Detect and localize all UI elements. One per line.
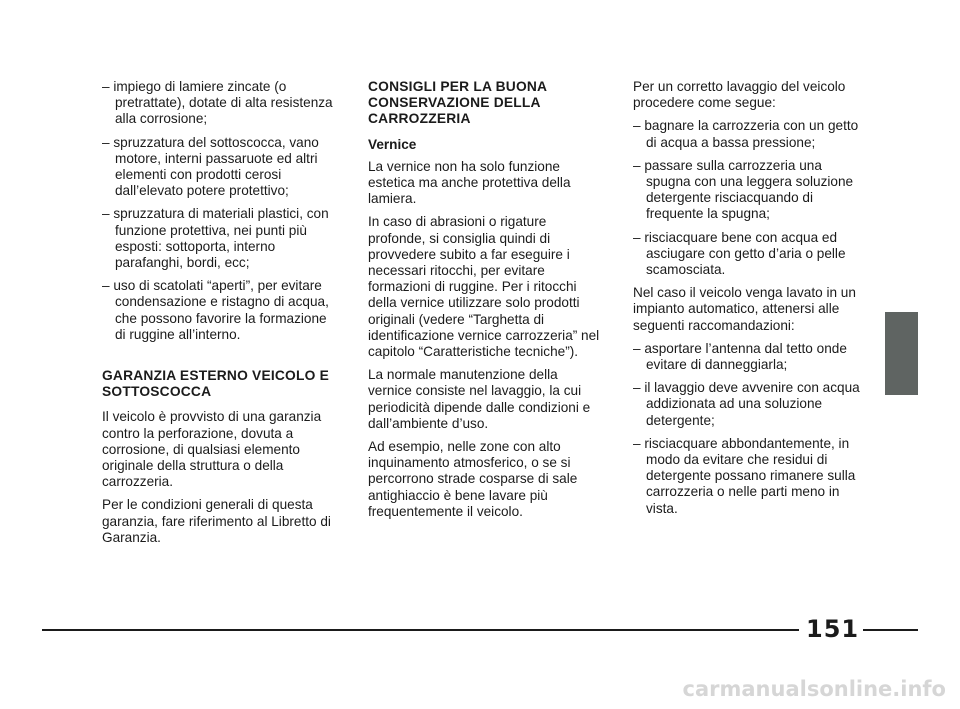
footer-rule bbox=[863, 629, 918, 631]
list-item: – passare sulla carrozzeria una spugna con una leggera soluzione detergente risciacquando di frequente la spugna; bbox=[633, 157, 854, 222]
chapter-tab-marker bbox=[885, 312, 918, 395]
paragraph: Ad esempio, nelle zone con alto inquinamento atmosferico, o se si percorrono strade cosparse di sale antighiaccio è bene lavare più frequentemente il veicolo. bbox=[368, 439, 578, 519]
left-column bbox=[102, 79, 334, 553]
paragraph-automatic: Nel caso il veicolo venga lavato in un impianto automatico, attenersi alle seguenti raccomandazioni: bbox=[633, 285, 856, 333]
subheading-vernice: Vernice bbox=[368, 136, 417, 152]
list-item: – bagnare la carrozzeria con un getto di acqua a bassa pressione; bbox=[633, 118, 859, 150]
paragraph: La normale manutenzione della vernice consiste nel lavaggio, la cui periodicità dipende dalle condizioni e dall’ambiente d’uso. bbox=[368, 367, 591, 431]
section-heading-consigli: CONSIGLI PER LA BUONA CONSERVAZIONE DELLA CARROZZERIA bbox=[368, 79, 547, 127]
right-column bbox=[633, 79, 869, 524]
list-item: – risciacquare abbondantemente, in modo da evitare che residui di detergente possano rimanere sulla carrozzeria o nelle parti meno in vista. bbox=[633, 435, 856, 516]
watermark: carmanualsonline.info bbox=[682, 677, 946, 701]
list-item: – uso di scatolati “aperti”, per evitare condensazione e ristagno di acqua, che possono favorire la formazione di ruggine all’interno. bbox=[102, 278, 329, 342]
middle-column bbox=[368, 79, 604, 527]
list-item: – il lavaggio deve avvenire con acqua addizionata ad una soluzione detergente; bbox=[633, 380, 860, 428]
paragraph-intro: Per un corretto lavaggio del veicolo procedere come segue: bbox=[633, 79, 846, 111]
page-number: 151 bbox=[806, 615, 860, 643]
section-heading-garanzia: GARANZIA ESTERNO VEICOLO E SOTTOSCOCCA bbox=[102, 368, 329, 400]
paragraph: Per le condizioni generali di questa garanzia, fare riferimento al Libretto di Garanzia. bbox=[102, 497, 331, 545]
list-item: – spruzzatura del sottoscocca, vano motore, interni passaruote ed altri elementi con prodotti cerosi dall’elevato potere protettivo; bbox=[102, 134, 319, 199]
paragraph: In caso di abrasioni o rigature profonde, si consiglia quindi di provvedere subito a far eseguire i necessari ritocchi, per evitare formazioni di ruggine. Per i ritocchi della vernice utilizzare solo prodotti originali (vedere “Targhetta di identificazione vernice carrozzeria” nel capitolo “Caratteristiche tecniche”). bbox=[368, 214, 600, 360]
list-item: – asportare l’antenna dal tetto onde evitare di danneggiarla; bbox=[633, 340, 847, 373]
footer-rule bbox=[42, 629, 799, 631]
list-item: – impiego di lamiere zincate (o pretrattate), dotate di alta resistenza alla corrosione; bbox=[102, 79, 333, 127]
list-item: – spruzzatura di materiali plastici, con funzione protettiva, nei punti più esposti: sottoporta, interno parafanghi, bordi, ecc; bbox=[102, 206, 329, 271]
list-item: – risciacquare bene con acqua ed asciugare con getto d’aria o pelle scamosciata. bbox=[633, 229, 846, 278]
section-spacer bbox=[102, 350, 334, 368]
paragraph: La vernice non ha solo funzione estetica ma anche protettiva della lamiera. bbox=[368, 158, 571, 207]
paragraph: Il veicolo è provvisto di una garanzia contro la perforazione, dovuta a corrosione, di qualsiasi elemento originale della struttura o della carrozzeria. bbox=[102, 409, 322, 490]
